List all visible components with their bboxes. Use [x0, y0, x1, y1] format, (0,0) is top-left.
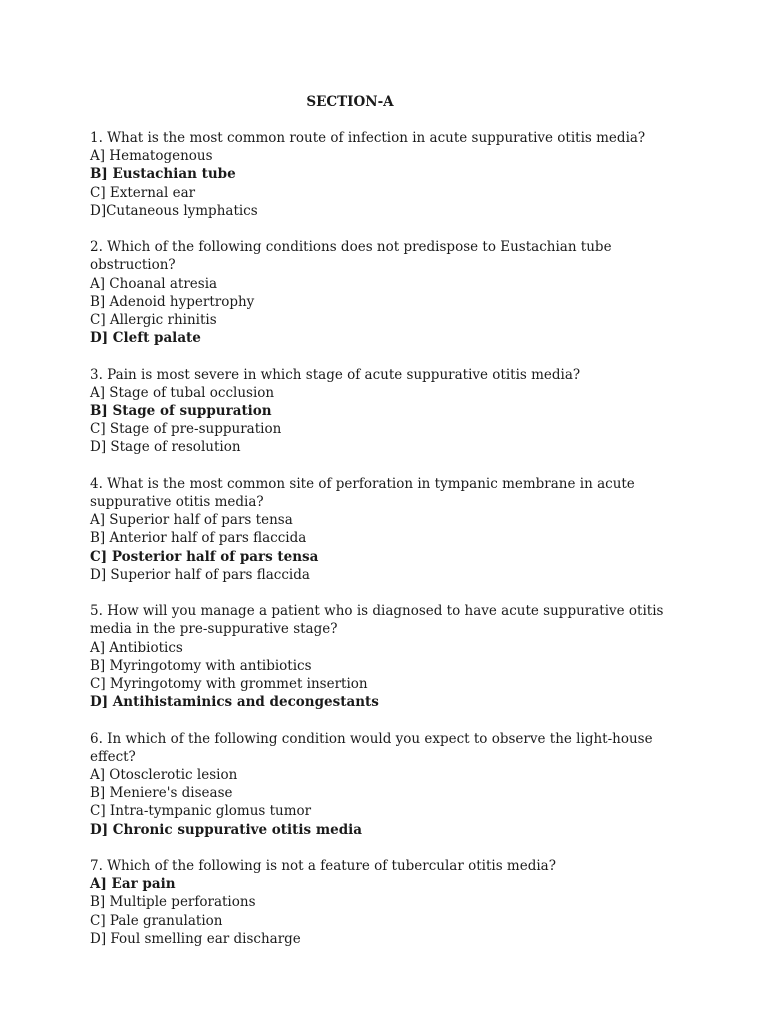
- question-stem: 6. In which of the following condition would you expect to observe the light-house effect?: [90, 730, 653, 765]
- answer-option: B] Adenoid hypertrophy: [90, 293, 255, 310]
- answer-option: A] Choanal atresia: [90, 275, 218, 292]
- answer-option: D] Stage of resolution: [90, 439, 241, 456]
- question-7: [90, 857, 680, 948]
- answer-option: C] Pale granulation: [90, 912, 223, 929]
- answer-option: D]Cutaneous lymphatics: [90, 202, 258, 219]
- question-stem: 5. How will you manage a patient who is diagnosed to have acute suppurative otitis media in the pre-suppurative stage?: [90, 603, 664, 638]
- answer-option: A] Stage of tubal occlusion: [90, 384, 275, 401]
- question-list: [90, 129, 680, 966]
- answer-option: B] Anterior half of pars flaccida: [90, 530, 307, 547]
- question-3: [90, 366, 680, 457]
- answer-option-correct: B] Eustachian tube: [90, 166, 236, 183]
- answer-option: A] Antibiotics: [90, 639, 183, 656]
- answer-option: C] External ear: [90, 184, 196, 201]
- answer-option-correct: D] Chronic suppurative otitis media: [90, 821, 363, 838]
- question-1: [90, 129, 680, 220]
- answer-option-correct: C] Posterior half of pars tensa: [90, 548, 319, 565]
- question-stem: 2. Which of the following conditions does not predispose to Eustachian tube obstruction?: [90, 239, 612, 274]
- question-2: [90, 238, 680, 347]
- question-stem: 1. What is the most common route of infection in acute suppurative otitis media?: [90, 130, 646, 146]
- answer-option-correct: B] Stage of suppuration: [90, 403, 272, 420]
- answer-option-correct: D] Cleft palate: [90, 330, 201, 347]
- answer-option: B] Myringotomy with antibiotics: [90, 657, 312, 674]
- section-title: SECTION-A: [306, 94, 394, 110]
- answer-option: A] Superior half of pars tensa: [90, 512, 293, 529]
- question-4: [90, 475, 680, 584]
- question-5: [90, 602, 680, 711]
- answer-option: C] Myringotomy with grommet insertion: [90, 676, 368, 693]
- answer-option: C] Stage of pre-suppuration: [90, 421, 282, 438]
- answer-option: C] Allergic rhinitis: [90, 312, 217, 329]
- answer-option: A] Hematogenous: [90, 148, 213, 165]
- answer-option: A] Otosclerotic lesion: [90, 767, 238, 784]
- question-stem: 3. Pain is most severe in which stage of acute suppurative otitis media?: [90, 366, 581, 383]
- answer-option: C] Intra-tympanic glomus tumor: [90, 803, 312, 820]
- answer-option: D] Foul smelling ear discharge: [90, 930, 301, 947]
- question-stem: 4. What is the most common site of perforation in tympanic membrane in acute suppurative otitis media?: [90, 475, 635, 511]
- answer-option-correct: A] Ear pain: [90, 876, 176, 893]
- answer-option-correct: D] Antihistaminics and decongestants: [90, 694, 379, 711]
- question-stem: 7. Which of the following is not a feature of tubercular otitis media?: [90, 858, 556, 875]
- answer-option: B] Meniere's disease: [90, 785, 233, 802]
- answer-option: B] Multiple perforations: [90, 894, 256, 911]
- question-6: [90, 730, 680, 839]
- answer-option: D] Superior half of pars flaccida: [90, 566, 310, 583]
